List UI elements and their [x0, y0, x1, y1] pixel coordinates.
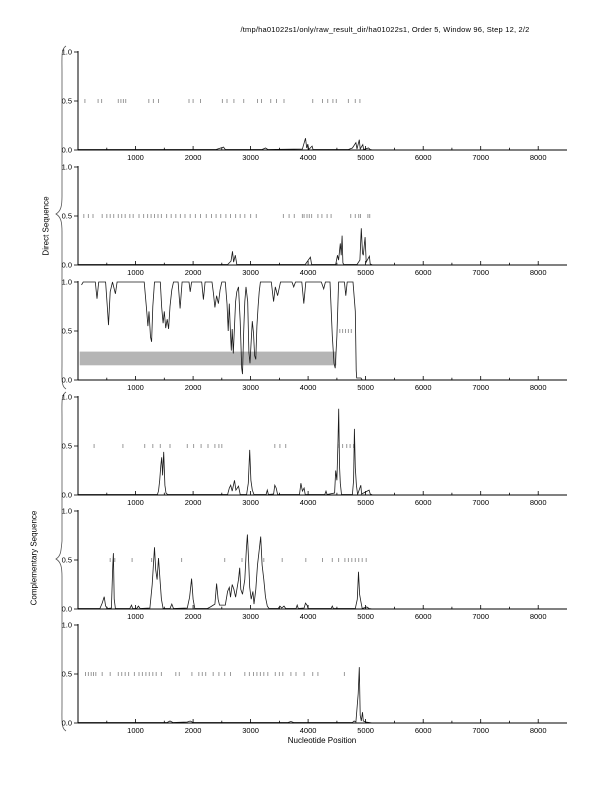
svg-text:6000: 6000 [414, 726, 432, 735]
svg-text:1000: 1000 [127, 268, 144, 277]
svg-text:8000: 8000 [529, 268, 547, 277]
series-line [78, 138, 373, 150]
x-axis-label: Nucleotide Position [287, 736, 357, 745]
svg-text:1.0: 1.0 [61, 162, 72, 172]
svg-text:6000: 6000 [414, 498, 432, 507]
svg-text:3000: 3000 [242, 383, 259, 392]
svg-text:0.0: 0.0 [61, 260, 72, 270]
svg-text:5000: 5000 [357, 153, 374, 162]
svg-text:2000: 2000 [184, 383, 202, 392]
svg-text:3000: 3000 [242, 268, 259, 277]
svg-text:4000: 4000 [299, 612, 317, 621]
svg-text:2000: 2000 [184, 268, 202, 277]
svg-text:7000: 7000 [472, 153, 490, 162]
rug-marks [110, 558, 366, 562]
svg-text:4000: 4000 [299, 383, 317, 392]
svg-text:5000: 5000 [357, 612, 374, 621]
svg-text:0.0: 0.0 [61, 490, 72, 500]
svg-text:7000: 7000 [472, 383, 490, 392]
svg-text:8000: 8000 [529, 383, 547, 392]
y-ticks [62, 621, 78, 728]
svg-text:4000: 4000 [299, 268, 317, 277]
svg-text:5000: 5000 [357, 498, 374, 507]
rug-marks [84, 214, 370, 218]
svg-text:5000: 5000 [357, 726, 374, 735]
svg-text:3000: 3000 [242, 726, 259, 735]
y-ticks [62, 393, 78, 500]
x-tick-labels [127, 612, 546, 621]
svg-text:1.0: 1.0 [61, 392, 72, 402]
svg-text:0.0: 0.0 [61, 145, 72, 155]
svg-text:7000: 7000 [472, 498, 490, 507]
x-tick-labels [127, 498, 546, 507]
svg-text:6000: 6000 [414, 612, 432, 621]
svg-text:8000: 8000 [529, 726, 547, 735]
svg-text:8000: 8000 [529, 498, 547, 507]
y-ticks [62, 48, 78, 155]
svg-text:3000: 3000 [242, 153, 259, 162]
svg-text:0.0: 0.0 [61, 604, 72, 614]
svg-text:4000: 4000 [299, 726, 317, 735]
svg-text:8000: 8000 [529, 612, 547, 621]
x-tick-labels [127, 383, 546, 392]
svg-text:1000: 1000 [127, 498, 144, 507]
svg-text:0.5: 0.5 [61, 326, 72, 336]
figure-title: /tmp/ha01022s1/only/raw_result_dir/ha01022s1, Order 5, Window 96, Step 12, 2/2 [240, 25, 530, 34]
svg-text:2000: 2000 [184, 153, 202, 162]
y-ticks [62, 507, 78, 614]
y-group-label-direct-sequence: Direct Sequence [41, 196, 51, 256]
svg-text:0.5: 0.5 [61, 96, 72, 106]
rug-marks [94, 444, 354, 448]
svg-text:1000: 1000 [127, 153, 144, 162]
svg-text:7000: 7000 [472, 268, 490, 277]
subplot-direct-b [62, 163, 567, 277]
svg-text:3000: 3000 [242, 498, 259, 507]
x-tick-labels [127, 153, 546, 162]
subplot-complementary-a [62, 393, 567, 507]
y-group-label-complementary-sequence: Complementary Sequence [29, 510, 39, 606]
svg-text:1000: 1000 [127, 726, 144, 735]
subplot-direct-c-profile [62, 278, 567, 392]
svg-text:7000: 7000 [472, 612, 490, 621]
rug-marks [85, 99, 360, 103]
subplot-complementary-b [62, 507, 567, 621]
svg-text:0.0: 0.0 [61, 375, 72, 385]
svg-text:3000: 3000 [242, 612, 259, 621]
svg-text:4000: 4000 [299, 498, 317, 507]
svg-text:5000: 5000 [357, 268, 374, 277]
subplot-direct-a [62, 48, 567, 162]
series-line [78, 535, 373, 610]
rug-marks [340, 329, 352, 333]
svg-text:1.0: 1.0 [61, 506, 72, 516]
svg-text:0.5: 0.5 [61, 555, 72, 565]
svg-text:6000: 6000 [414, 268, 432, 277]
series-line [78, 409, 373, 495]
svg-text:1.0: 1.0 [61, 277, 72, 287]
svg-text:7000: 7000 [472, 726, 490, 735]
series-line [78, 228, 373, 265]
svg-text:2000: 2000 [184, 726, 202, 735]
svg-text:2000: 2000 [184, 498, 202, 507]
x-ticks [107, 376, 538, 380]
svg-text:0.5: 0.5 [61, 669, 72, 679]
svg-text:6000: 6000 [414, 383, 432, 392]
rug-marks [86, 672, 345, 676]
svg-text:0.5: 0.5 [61, 441, 72, 451]
svg-text:6000: 6000 [414, 153, 432, 162]
svg-text:1.0: 1.0 [61, 47, 72, 57]
x-tick-labels [127, 726, 546, 735]
subplot-complementary-c [62, 621, 567, 735]
svg-text:5000: 5000 [357, 383, 374, 392]
x-tick-labels [127, 268, 546, 277]
svg-text:8000: 8000 [529, 153, 547, 162]
svg-text:4000: 4000 [299, 153, 317, 162]
highlight-band [80, 352, 337, 366]
svg-text:0.0: 0.0 [61, 718, 72, 728]
y-ticks [62, 278, 78, 385]
y-ticks [62, 163, 78, 270]
svg-text:1000: 1000 [127, 383, 144, 392]
svg-text:2000: 2000 [184, 612, 202, 621]
svg-text:1.0: 1.0 [61, 620, 72, 630]
svg-text:1000: 1000 [127, 612, 144, 621]
svg-text:0.5: 0.5 [61, 211, 72, 221]
